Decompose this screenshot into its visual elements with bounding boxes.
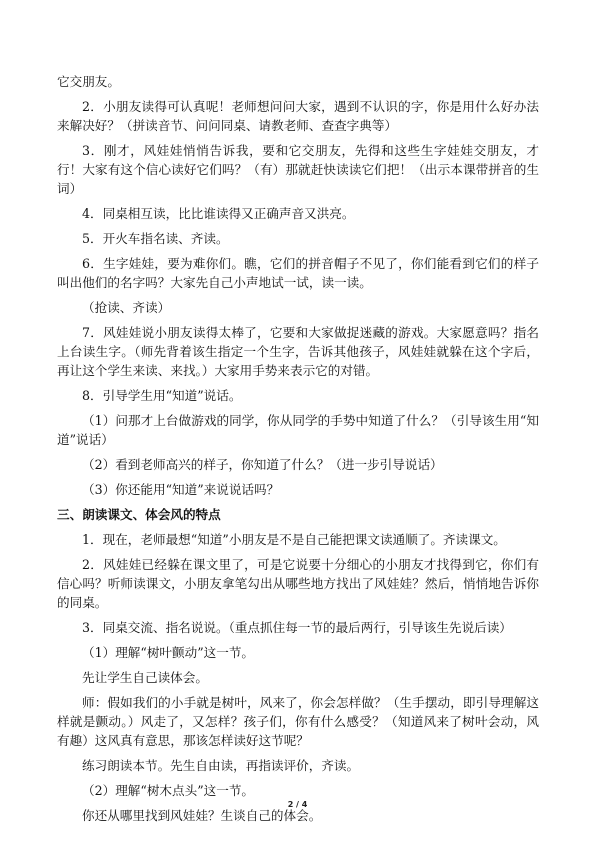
paragraph: 6．生字娃娃，要为难你们。瞧，它们的拼音帽子不见了，你们能看到它们的样子叫出他们的名字吗？大家先自己小声地试一试，读一读。 bbox=[57, 256, 539, 290]
paragraph: 2．小朋友读得可认真呢！老师想问问大家，遇到不认识的字，你是用什么好办法来解决好？（拼读音节、问问同桌、请教老师、查查字典等） bbox=[57, 99, 539, 133]
page-content bbox=[57, 72, 539, 831]
paragraph: 先让学生自己读体会。 bbox=[82, 670, 208, 685]
paragraph: 8．引导学生用“知道”说话。 bbox=[82, 388, 242, 403]
paragraph: 1．现在，老师最想“知道”小朋友是不是自己能把课文读通顺了。齐读课文。 bbox=[82, 532, 506, 547]
paragraph: （3）你还能用“知道”来说说话吗？ bbox=[82, 482, 280, 497]
paragraph: 4．同桌相互读，比比谁读得又正确声音又洪亮。 bbox=[82, 206, 355, 221]
paragraph: 你还从哪里找到风娃娃？生谈自己的体会。 bbox=[82, 808, 322, 823]
paragraph: （1）理解“树叶颤动”这一节。 bbox=[82, 645, 255, 660]
paragraph: 3．同桌交流、指名说说。（重点抓住每一节的最后两行，引导该生先说后读） bbox=[82, 620, 512, 635]
paragraph: 它交朋友。 bbox=[57, 74, 120, 89]
paragraph: 练习朗读本节。先生自由读，再指读评价，齐读。 bbox=[82, 758, 360, 773]
paragraph: 5．开火车指名读、齐读。 bbox=[82, 231, 229, 246]
paragraph: （1）问那才上台做游戏的同学，你从同学的手势中知道了什么？（引导该生用“知道”说话） bbox=[57, 413, 539, 447]
section-heading: 三、朗读课文、体会风的特点 bbox=[57, 507, 221, 522]
paragraph: 7．风娃娃说小朋友读得太棒了，它要和大家做捉迷藏的游戏。大家愿意吗？指名上台读生字。（师先背着该生指定一个生字，告诉其他孩子，风娃娃就躲在这个字后，再让这个学生来读、来找。）大家用手势来表示它的对错。 bbox=[57, 325, 539, 378]
paragraph: （2）看到老师高兴的样子，你知道了什么？（进一步引导说话） bbox=[82, 457, 443, 472]
paragraph: 2．风娃娃已经躲在课文里了，可是它说要十分细心的小朋友才找得到它，你们有信心吗？听师读课文，小朋友拿笔勾出从哪些地方找出了风娃娃？然后，悄悄地告诉你的同桌。 bbox=[57, 557, 539, 610]
paragraph: （抢读、齐读） bbox=[82, 300, 171, 315]
paragraph: 师：假如我们的小手就是树叶，风来了，你会怎样做？（生手摆动，即引导理解这样就是颤动。）风走了，又怎样？孩子们，你有什么感受？（知道风来了树叶会动，风有趣）这风真有意思，那该怎样读好这节呢？ bbox=[57, 695, 539, 748]
paragraph: （2）理解“树木点头”这一节。 bbox=[82, 783, 255, 798]
page-number: 2 / 4 bbox=[287, 800, 308, 809]
paragraph: 3．刚才，风娃娃悄悄告诉我，要和它交朋友，先得和这些生字娃娃交朋友，才行！大家有这个信心读好它们吗？（有）那就赶快读读它们把！（出示本课带拼音的生词） bbox=[57, 143, 539, 196]
